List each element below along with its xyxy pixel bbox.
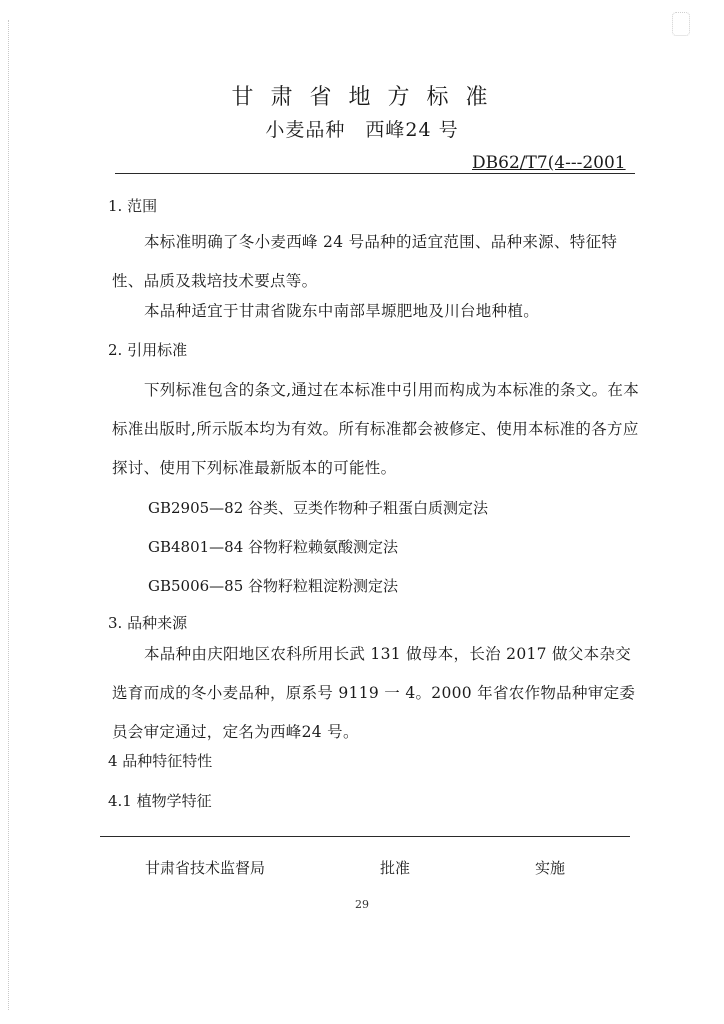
section-1-paragraph-2: 本品种适宜于甘肃省陇东中南部旱塬肥地及川台地种植。 [144,302,540,320]
implement-label: 实施 [535,859,566,877]
issuer: 甘肃省技术监督局 [145,859,266,877]
document-title: 甘 肃 省 地 方 标 准 [231,85,493,110]
section-2-paragraph-1: 下列标准包含的条文,通过在本标准中引用而构成为本标准的条文。在本标准出版时,所示版本均为有效。所有标准都会被修定、使用本标准的各方应探讨、使用下列标准最新版本的可能性。 [112,381,640,477]
reference-item-2: GB4801—84 谷物籽粒赖氨酸测定法 [148,538,399,556]
reference-item-3: GB5006—85 谷物籽粒粗淀粉测定法 [148,577,399,595]
reference-item-1: GB2905—82 谷类、豆类作物种子粗蛋白质测定法 [148,499,489,517]
document-subtitle: 小麦品种 西峰24 号 [265,119,459,141]
scan-edge [8,20,9,1010]
section-4-heading: 4 品种特征特性 [108,752,213,770]
section-3-paragraph-1: 本品种由庆阳地区农科所用长武 131 做母本，长治 2017 做父本杂交选育而成的冬小麦品种，原系号 9119 一 4。2000 年省农作物品种审定委员会审定通过，定名为西峰24 号。 [112,645,636,741]
page-number: 29 [355,898,369,911]
corner-mark [672,12,690,36]
section-1-heading: 1. 范围 [108,197,158,215]
approve-label: 批准 [380,859,411,877]
header-rule [115,173,635,174]
standard-number: DB62/T7(4---2001 [472,153,626,173]
section-4-1-heading: 4.1 植物学特征 [108,792,212,810]
section-2-heading: 2. 引用标准 [108,341,188,359]
section-1-paragraph-1: 本标准明确了冬小麦西峰 24 号品种的适宜范围、品种来源、特征特性、品质及栽培技术要点等。 [112,233,618,290]
footer-rule [100,836,630,837]
section-3-heading: 3. 品种来源 [108,614,188,632]
